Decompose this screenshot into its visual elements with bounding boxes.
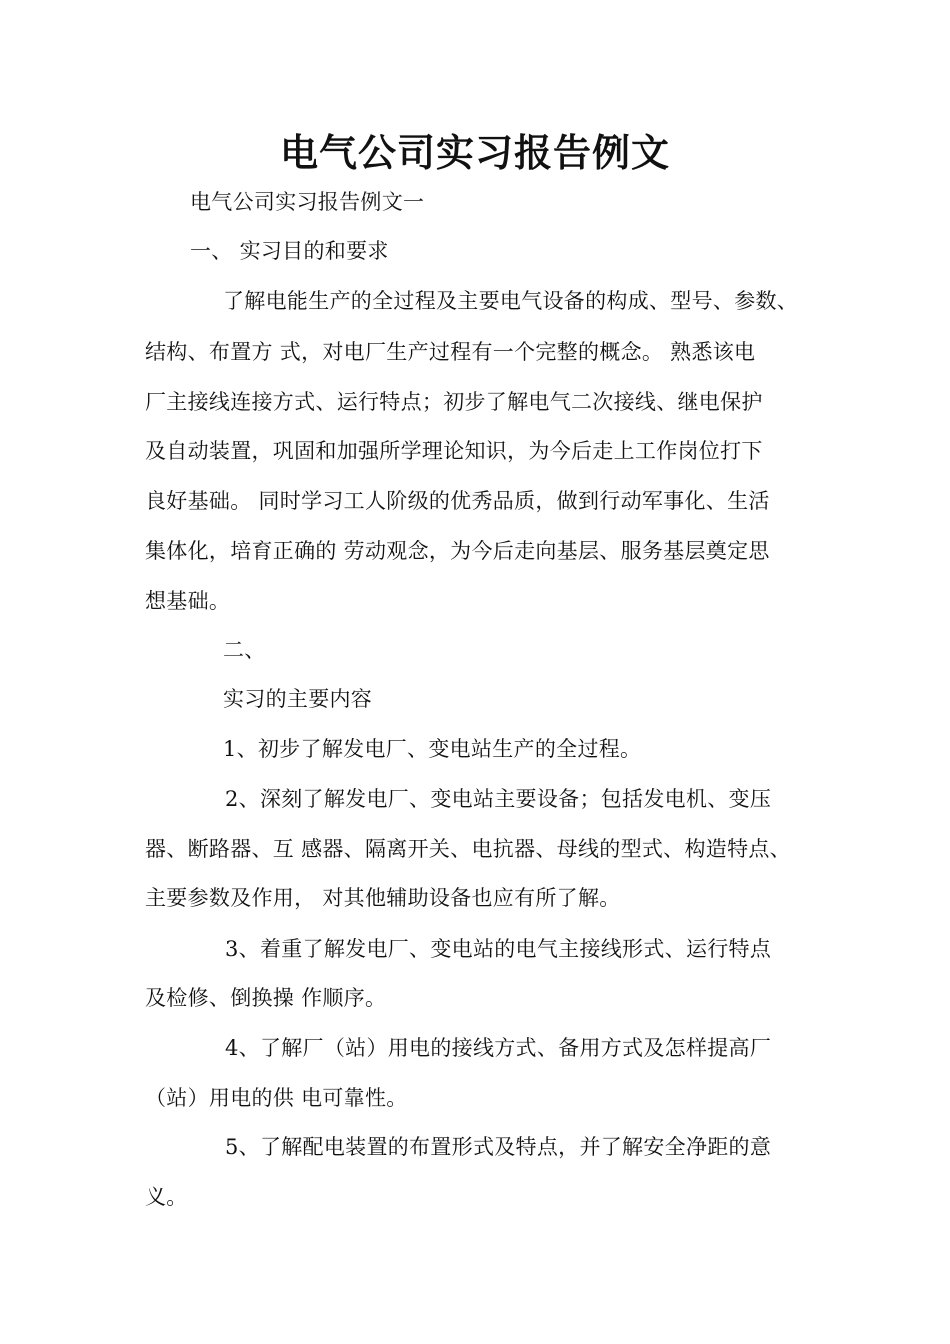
item-2-line-3: 主要参数及作用， 对其他辅助设备也应有所了解。 bbox=[145, 886, 621, 910]
paragraph-1-line-1: 了解电能生产的全过程及主要电气设备的构成、型号、参数、 bbox=[223, 289, 799, 313]
item-1-line-1: 1、初步了解发电厂、变电站生产的全过程。 bbox=[223, 737, 642, 761]
document-subtitle: 电气公司实习报告例文一 bbox=[190, 190, 425, 214]
item-3-line-2: 及检修、倒换操 作顺序。 bbox=[145, 986, 387, 1010]
item-4-line-1: 4、了解厂（站）用电的接线方式、备用方式及怎样提高厂 bbox=[225, 1036, 772, 1060]
section-1-heading: 一、 实习目的和要求 bbox=[190, 239, 389, 263]
section-2-heading: 实习的主要内容 bbox=[223, 687, 373, 711]
item-5-line-2: 义。 bbox=[145, 1185, 188, 1209]
item-3-line-1: 3、着重了解发电厂、变电站的电气主接线形式、运行特点 bbox=[225, 937, 772, 961]
paragraph-1-line-2: 结构、布置方 式，对电厂生产过程有一个完整的概念。 熟悉该电 bbox=[145, 340, 756, 364]
paragraph-1-line-6: 集体化，培育正确的 劳动观念，为今后走向基层、服务基层奠定思 bbox=[145, 539, 770, 563]
item-5-line-1: 5、了解配电装置的布置形式及特点，并了解安全净距的意 bbox=[225, 1135, 772, 1159]
paragraph-1-line-3: 厂主接线连接方式、运行特点；初步了解电气二次接线、继电保护 bbox=[145, 390, 763, 414]
paragraph-1-line-4: 及自动装置，巩固和加强所学理论知识，为今后走上工作岗位打下 bbox=[145, 439, 763, 463]
item-2-line-1: 2、深刻了解发电厂、变电站主要设备；包括发电机、变压 bbox=[225, 787, 772, 811]
document-title: 电气公司实习报告例文 bbox=[279, 131, 670, 175]
item-4-line-2: （站）用电的供 电可靠性。 bbox=[145, 1086, 408, 1110]
section-2-number: 二、 bbox=[223, 638, 266, 662]
item-2-line-2: 器、断路器、互 感器、隔离开关、电抗器、母线的型式、构造特点、 bbox=[145, 837, 791, 861]
paragraph-1-line-5: 良好基础。 同时学习工人阶级的优秀品质，做到行动军事化、生活 bbox=[145, 489, 770, 513]
paragraph-1-line-7: 想基础。 bbox=[145, 589, 231, 613]
